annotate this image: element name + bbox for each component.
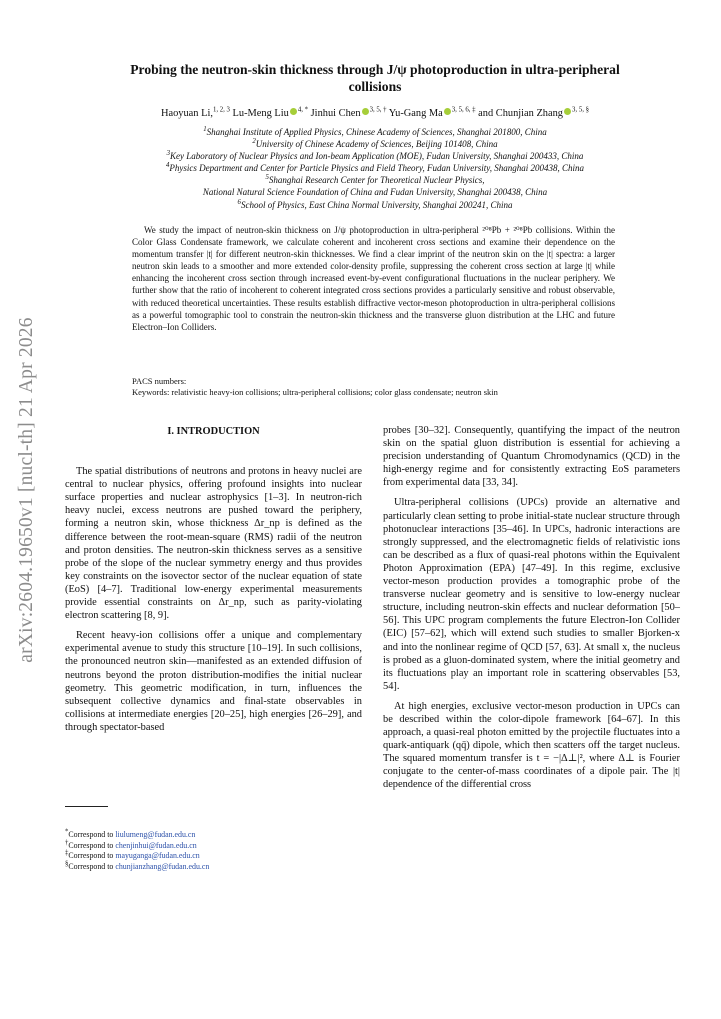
affiliation-number: 2 (252, 138, 256, 146)
left-column (65, 425, 362, 734)
author-name: Chunjian Zhang (495, 108, 564, 119)
author-affiliation-marks: 3, 5, 6, ‡ (451, 106, 476, 114)
right-paragraph-1: probes [30–32]. Consequently, quantifying the impact of the neutron skin on the spatial gluon distribution is essential for achieving a precision understanding of Quantum Chromodynamics (QCD) in the high-energy regime and for consistently extracting EoS parameters from experimental data [33, 34]. (383, 425, 680, 489)
arxiv-identifier: arXiv:2604.19650v1 [nucl-th] 21 Apr 2026 (16, 317, 37, 663)
pacs-numbers: PACS numbers: (132, 376, 187, 386)
footnote-prefix: Correspond to (68, 840, 116, 850)
footnote (65, 830, 362, 841)
affiliation-line (60, 174, 690, 186)
affiliation-line (60, 126, 690, 138)
author-name: Jinhui Chen (310, 108, 361, 119)
section-heading: I. INTRODUCTION (167, 426, 260, 437)
author-name: Yu-Gang Ma (388, 108, 443, 119)
orcid-icon[interactable] (444, 108, 451, 115)
affiliation-line (60, 138, 690, 150)
orcid-icon[interactable] (290, 108, 297, 115)
affiliation-number: 3 (166, 150, 171, 158)
footnote-rule (65, 806, 108, 807)
footnote-mark: ‡ (65, 849, 69, 857)
paper-title (60, 61, 690, 95)
footnote (65, 838, 362, 852)
email-link[interactable]: mayuganga@fudan.edu.cn (115, 851, 200, 860)
email-link[interactable]: chunjianzhang@fudan.edu.cn (115, 861, 210, 871)
affiliation-text: Shanghai Research Center for Theoretical Nuclear Physics, (268, 175, 485, 186)
title-line-2: collisions (348, 79, 402, 94)
footnote (65, 859, 362, 873)
author-affiliation-marks: 3, 5, § (572, 106, 590, 114)
affiliation-line (60, 186, 690, 198)
affiliation-line (60, 199, 690, 211)
affiliation-list (60, 126, 690, 211)
affiliation-text: Shanghai Institute of Applied Physics, Chinese Academy of Sciences, Shanghai 201800, China (206, 127, 547, 137)
author-affiliation-marks: 3, 5, † (369, 106, 387, 114)
author-affiliation-marks: 1, 2, 3 (212, 106, 230, 114)
title-line-1: Probing the neutron-skin thickness through J/ψ photoproduction in ultra-peripheral (130, 62, 620, 77)
orcid-icon[interactable] (362, 108, 369, 115)
author-separator: and (475, 108, 496, 119)
right-column (383, 424, 680, 792)
affiliation-text: Physics Department and Center for Particle Physics and Field Theory, Fudan University, Shanghai 200438, China (169, 163, 585, 174)
footnote-mark: * (65, 828, 69, 836)
affiliation-line (60, 150, 690, 162)
author-list (60, 107, 690, 120)
footnote-mark: † (65, 838, 69, 846)
author-affiliation-marks: 4, * (297, 106, 309, 114)
footnote-mark: § (65, 859, 69, 867)
right-paragraph-2: Ultra-peripheral collisions (UPCs) provide an alternative and particularly clean setting to probe initial-state nuclear structure through photonuclear interactions [35–46]. In UPCs, hadronic interactions are strongly suppressed, and the electromagnetic fields of relativistic ions can be described as a flux of quasi-real photons within the Equivalent Photon Approximation (EPA) [47–49]. In this regime, exclusive vector-meson production provides a tomographic probe of the transverse nuclear geometry and is sensitive to low-energy nuclear structure, including neutron-skin effects and nuclear deformation [50–56]. This UPC program complements the future Electron-Ion Collider (EIC) [57–62], which will extend such studies to smaller Bjorken-x and into the nonlinear regime of QCD [57, 63]. At small x, the nucleus is probed as a gluon-dominated system, where the initial geometry and its fluctuations play an important role in scattering observables [53, 54]. (383, 497, 680, 692)
arxiv-stamp (2, 280, 52, 700)
author-name: Haoyuan Li, (160, 108, 213, 119)
affiliation-line (60, 162, 690, 174)
footnote (65, 851, 362, 862)
affiliation-text: School of Physics, East China Normal University, Shanghai 200241, China (240, 199, 513, 210)
footnote-prefix: Correspond to (68, 830, 116, 839)
orcid-icon[interactable] (564, 108, 571, 115)
abstract: We study the impact of neutron-skin thickness on J/ψ photoproduction in ultra-peripheral ²⁰⁸Pb + ²⁰⁸Pb collisions. Within the Color Glass Condensate framework, we calculate coherent and incoherent cross sections and examine their dependence on the momentum transfer |t| for different neutron-skin thicknesses. We find a clear imprint of the neutron skin on the |t| spectra: a larger neutron skin leads to a smoother and more extended color-density profile, suppressing the coherent cross section at large |t| while enhancing the incoherent cross section through increased event-by-event configurational fluctuations in the nuclear periphery. We further show that the ratio of incoherent to coherent integrated cross sections provides a particularly sensitive and robust observable, with reduced theoretical uncertainties. These results establish diffractive vector-meson photoproduction in ultra-peripheral collisions as a powerful tomographic tool to constrain the neutron-skin thickness and the transverse gluon distribution at the LHC and future Electron–Ion Colliders. (132, 225, 615, 332)
affiliation-text: Key Laboratory of Nuclear Physics and Ion-beam Application (MOE), Fudan University, Shanghai 200433, China (170, 151, 584, 162)
pacs-block (132, 376, 615, 398)
footnotes (65, 830, 362, 872)
affiliation-number: 6 (237, 198, 241, 206)
affiliation-text: National Natural Science Foundation of China and Fudan University, Shanghai 200438, China (202, 187, 548, 198)
affiliation-number: 4 (165, 162, 170, 170)
footnote-prefix: Correspond to (68, 851, 116, 860)
affiliation-number: 1 (203, 126, 207, 133)
email-link[interactable]: liulumeng@fudan.edu.cn (115, 830, 196, 839)
keywords: Keywords: relativistic heavy-ion collisions; ultra-peripheral collisions; color glass condensate; neutron skin (132, 387, 498, 397)
left-paragraph-2: Recent heavy-ion collisions offer a unique and complementary experimental avenue to study this structure [10–19]. In such collisions, the pronounced neutron skin—manifested as an extended diffusion of neutrons beyond the proton distribution-modifies the initial nuclear geometry. This geometric modification, in turn, influences the subsequent collective dynamics and final-state observables in collisions at intermediate energies [20–25], high energies [26–29], and through spectator-based (65, 630, 362, 733)
right-paragraph-3: At high energies, exclusive vector-meson production in UPCs can be described within the color-dipole framework [64–67]. In this approach, a quasi-real photon emitted by the projectile fluctuates into a quark-antiquark (qq̄) dipole, which then scatters off the target nucleus. The squared momentum transfer is t = −|Δ⊥|², where Δ⊥ is Fourier conjugate to the center-of-mass coordinates of a dipole pair. The |t| dependence of the differential cross (383, 700, 680, 791)
footnote-prefix: Correspond to (68, 861, 116, 871)
affiliation-number: 5 (265, 174, 269, 182)
left-paragraph-1: The spatial distributions of neutrons and protons in heavy nuclei are central to nuclear physics, offering profound insights into nuclear surface properties and nuclear astrophysics [1–3]. In neutron-rich heavy nuclei, excess neutrons are pushed toward the periphery, forming a neutron skin, whose thickness Δr_np is defined as the difference between the root-mean-square (RMS) radii of the neutron and proton densities. The neutron-skin thickness serves as a sensitive probe of the slope of the nuclear symmetry energy and thus provides key constraints on the isovector sector of the nuclear equation of state (EoS) [4–7]. Traditional low-energy experimental measurements provide essential constraints on Δr_np, such as parity-violating electron scattering [8, 9]. (65, 466, 362, 622)
email-link[interactable]: chenjinhui@fudan.edu.cn (115, 840, 197, 850)
author-name: Lu-Meng Liu (232, 108, 289, 119)
affiliation-text: University of Chinese Academy of Sciences, Beijing 101408, China (255, 139, 498, 150)
